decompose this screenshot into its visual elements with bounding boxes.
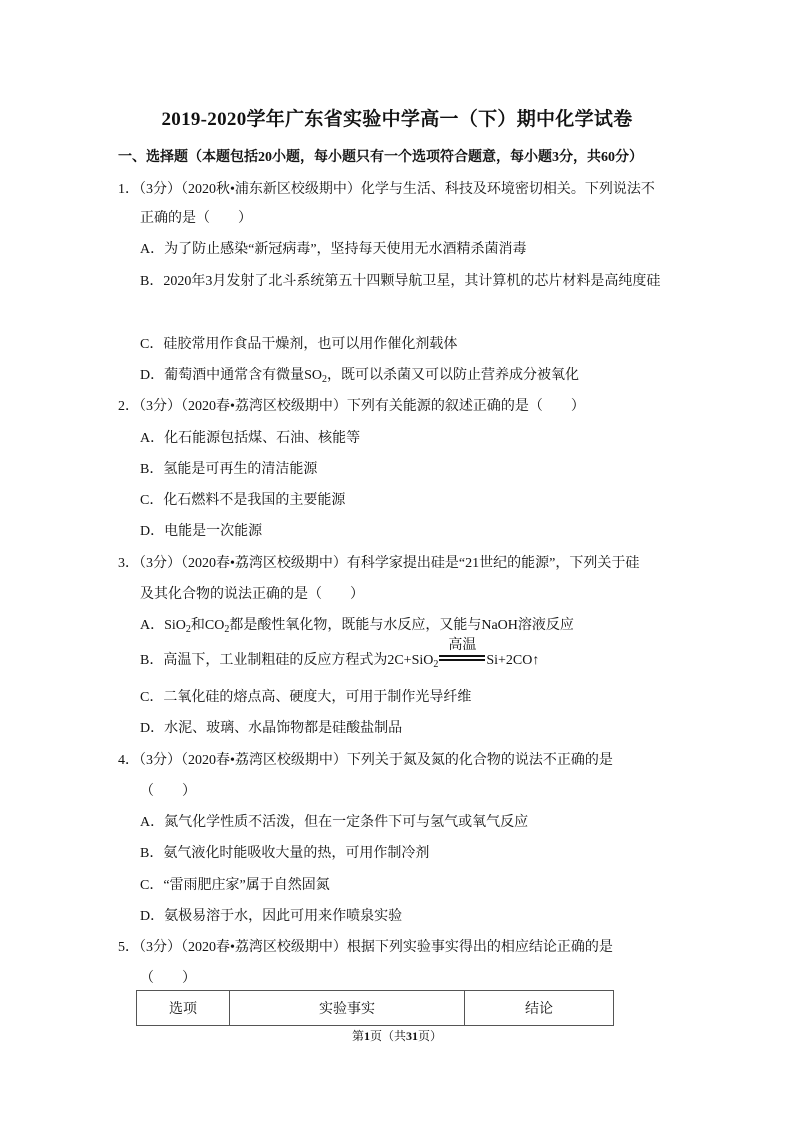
question-1-stem: 1．（3分）（2020秋•浦东新区校级期中）化学与生活、科技及环境密切相关。下列说法不 [118, 182, 655, 197]
page-footer: 第1页（共31页） [351, 1029, 443, 1043]
question-4-stem: 4．（3分）（2020春•荔湾区校级期中）下列关于氮及氮的化合物的说法不正确的是 [118, 753, 613, 768]
question-1-option-d: D．葡萄酒中通常含有微量$SO_2$，既可以杀菌又可以防止营养成分被氧化 [140, 368, 580, 385]
reaction-condition-label: 高温 [448, 637, 477, 653]
table-header-option: 选项 [137, 991, 230, 1026]
question-5-stem-cont: （ ） [140, 971, 196, 986]
question-1-option-c: C．硅胶常用作食品干燥剂，也可以用作催化剂载体 [140, 337, 458, 352]
question-2-option-d: D．电能是一次能源 [140, 524, 263, 539]
question-3-stem-cont: 及其化合物的说法正确的是（ ） [140, 587, 364, 602]
question-3-stem: 3．（3分）（2020春•荔湾区校级期中）有科学家提出硅是“21世纪的能源”，下列关于硅 [118, 556, 640, 571]
page-title: 2019-2020学年广东省实验中学高一（下）期中化学试卷 [161, 109, 633, 130]
question-1-option-a: A．为了防止感染“新冠病毒”，坚持每天使用无水酒精杀菌消毒 [140, 242, 527, 257]
question-1-stem-cont: 正确的是（ ） [140, 211, 252, 226]
question-2-stem: 2．（3分）（2020春•荔湾区校级期中）下列有关能源的叙述正确的是（ ） [118, 399, 585, 414]
section-heading: 一、选择题（本题包括20小题，每小题只有一个选项符合题意，每小题3分，共60分） [118, 150, 643, 165]
question-4-option-a: A．氮气化学性质不活泼，但在一定条件下可与氢气或氧气反应 [140, 815, 529, 830]
question-4-option-c: C．“雷雨肥庄家”属于自然固氮 [140, 878, 330, 893]
table-header-fact: 实验事实 [230, 991, 465, 1026]
question-1-option-b: B．2020年3月发射了北斗系统第五十四颗导航卫星，其计算机的芯片材料是高纯度硅 [140, 274, 661, 289]
question-4-option-d: D．氨极易溶于水，因此可用来作喷泉实验 [140, 909, 403, 924]
question-4-stem-cont: （ ） [140, 784, 196, 799]
page-number: 1 [363, 1029, 370, 1043]
table-header-row [137, 991, 614, 1026]
table-header-conclusion: 结论 [465, 991, 614, 1026]
question-3-option-d: D．水泥、玻璃、水晶饰物都是硅酸盐制品 [140, 721, 403, 736]
page-total: 31 [406, 1029, 418, 1043]
question-2-option-c: C．化石燃料不是我国的主要能源 [140, 493, 346, 508]
question-4-option-b: B．氨气液化时能吸收大量的热，可用作制冷剂 [140, 846, 430, 861]
question-3-option-b: B．高温下，工业制粗硅的反应方程式为2C+SiO$_2$ 高温 Si+2CO↑ [140, 649, 539, 670]
question-3-option-a: A．SiO$_2$和$CO_2$都是酸性氧化物，既能与水反应，又能与NaOH溶液反应 [140, 618, 574, 635]
question-2-option-a: A．化石能源包括煤、石油、核能等 [140, 431, 361, 446]
reaction-condition-arrow [439, 637, 485, 664]
question-2-option-b: B．氢能是可再生的清洁能源 [140, 462, 318, 477]
question-3-option-c: C．二氧化硅的熔点高、硬度大，可用于制作光导纤维 [140, 690, 472, 705]
question-5-stem: 5．（3分）（2020春•荔湾区校级期中）根据下列实验事实得出的相应结论正确的是 [118, 940, 613, 955]
question-5-table [136, 990, 614, 1026]
